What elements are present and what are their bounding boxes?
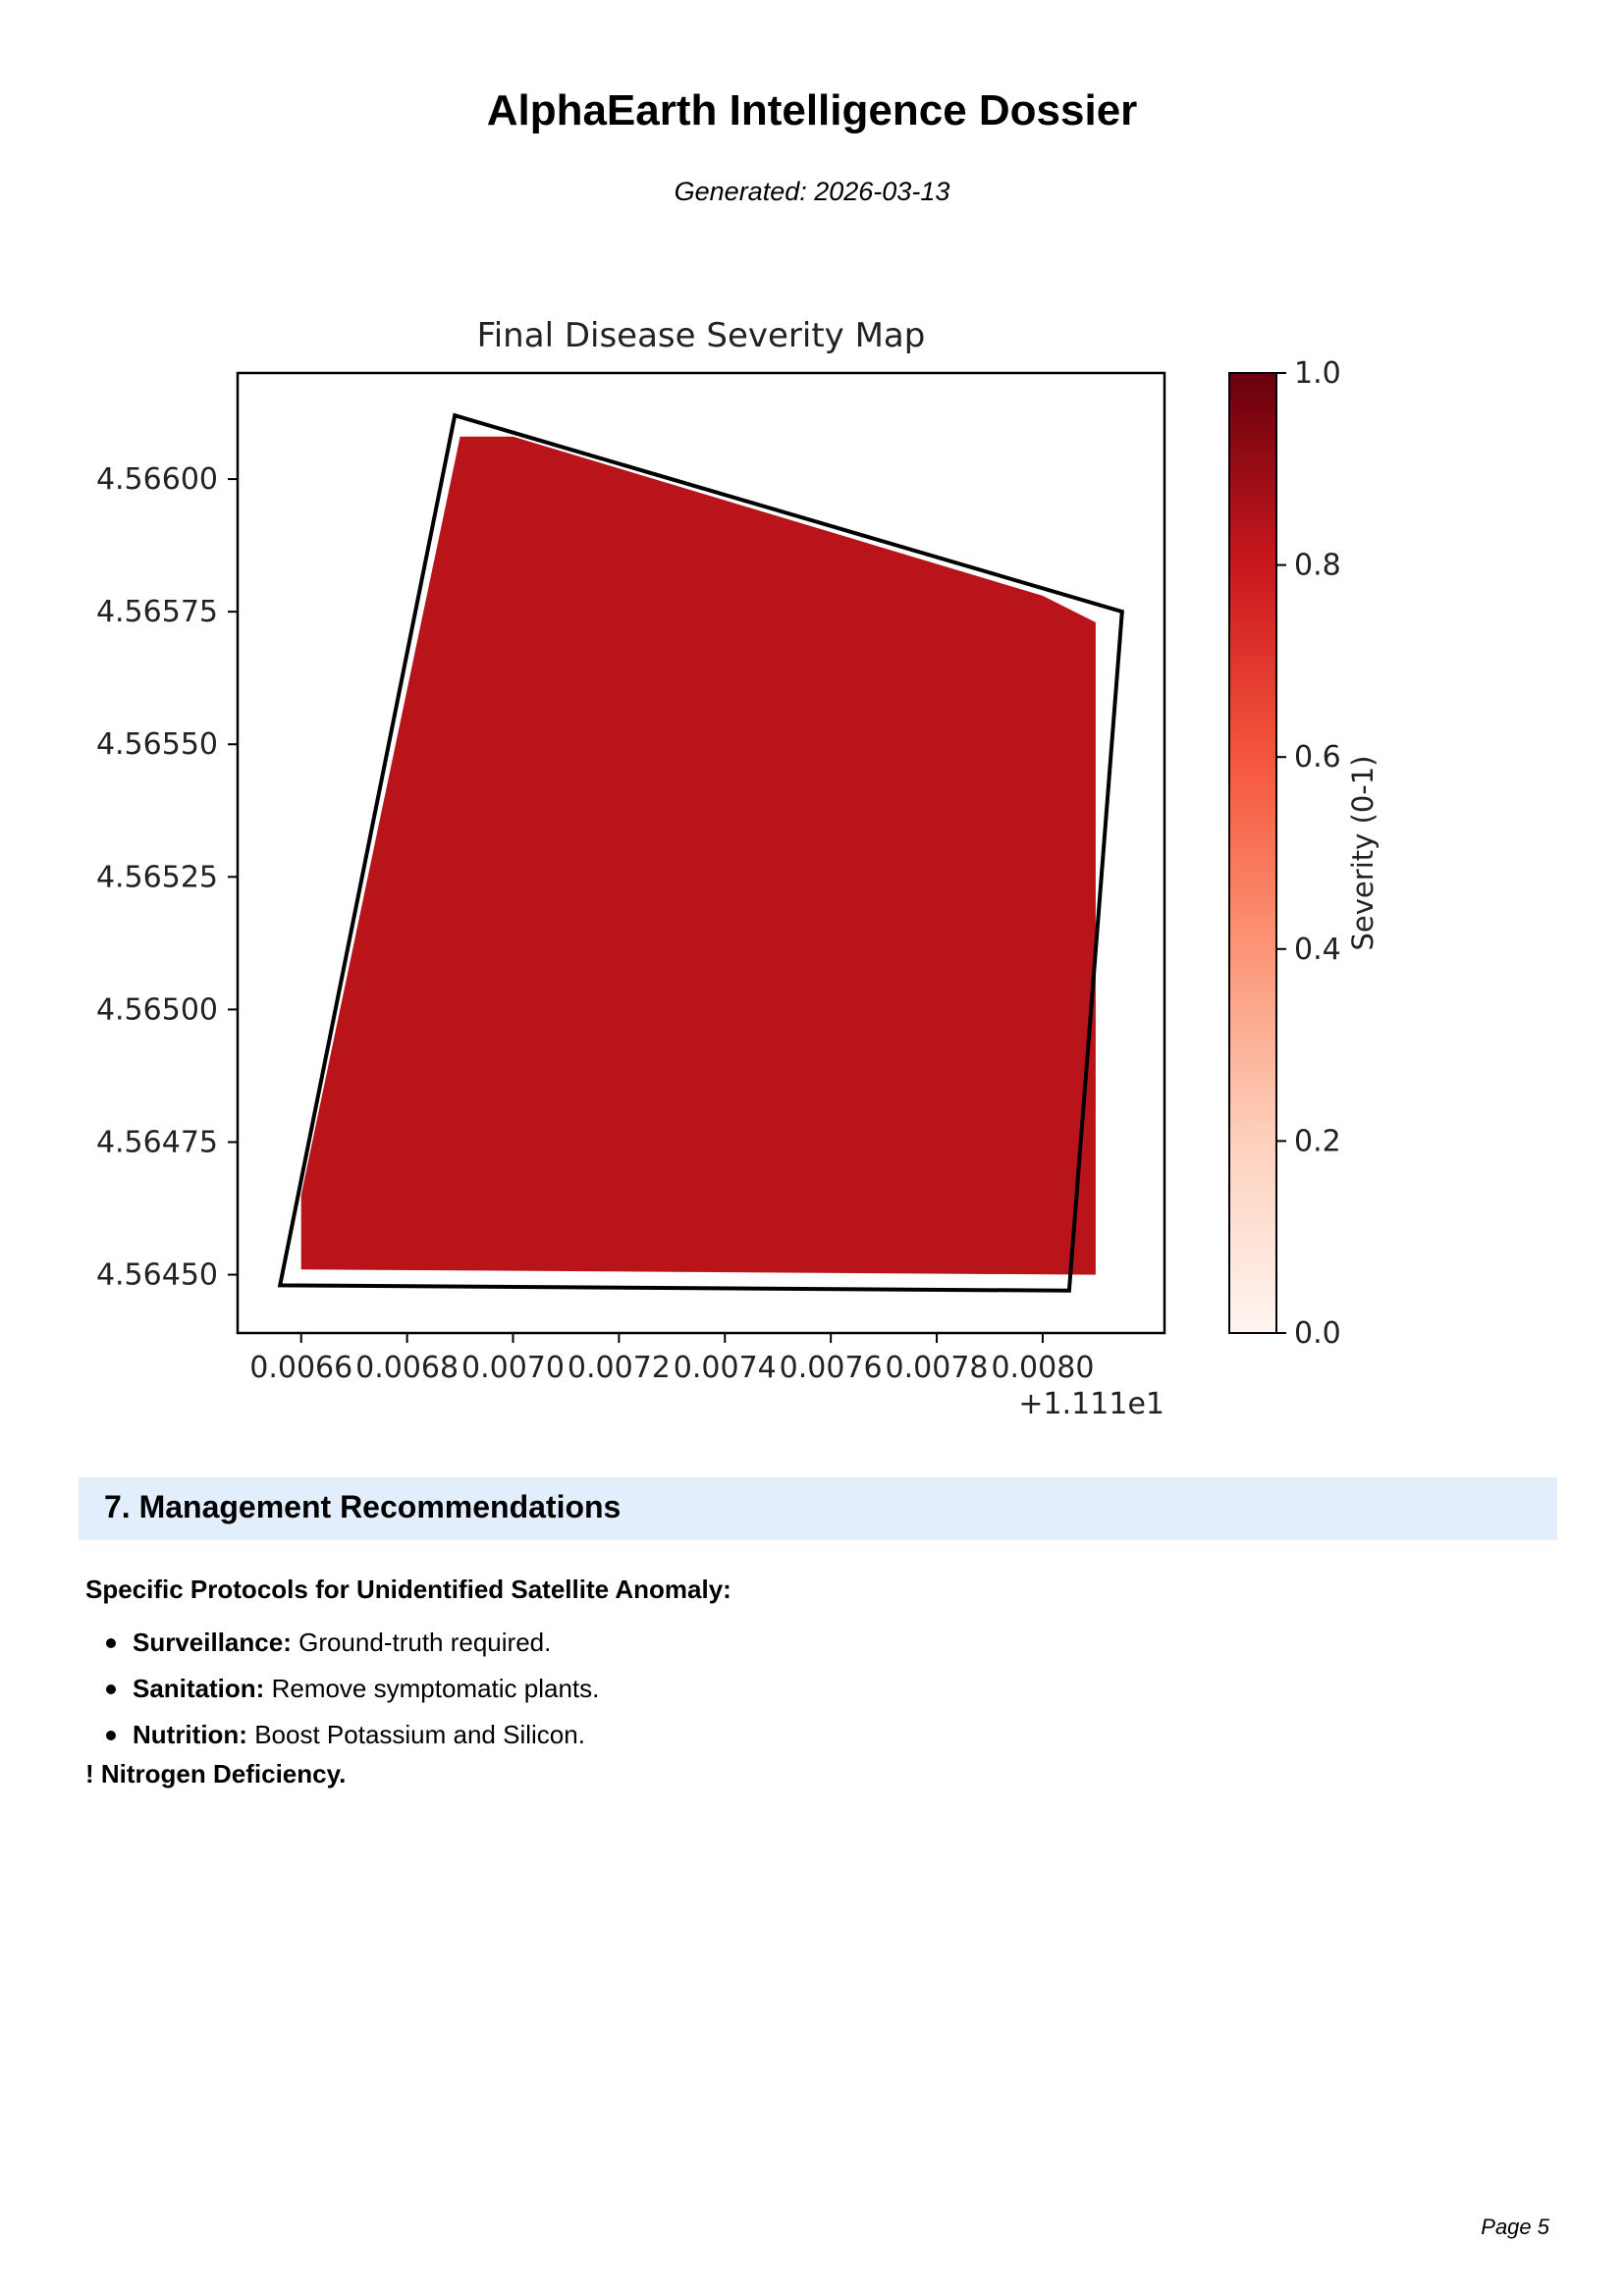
colorbar-tick-label: 0.8 [1294, 548, 1341, 583]
colorbar-tick-label: 0.4 [1294, 932, 1341, 967]
bullet-icon [106, 1638, 116, 1648]
colorbar-tick-label: 0.0 [1294, 1316, 1341, 1351]
y-tick-label: 4.56575 [95, 595, 218, 630]
x-tick-label: 0.0070 [461, 1351, 565, 1385]
item-text: Boost Potassium and Silicon. [254, 1720, 585, 1749]
page-number: Page 5 [1481, 2215, 1549, 2239]
item-label: Sanitation: [133, 1674, 265, 1703]
colorbar-tick-label: 0.2 [1294, 1124, 1341, 1159]
section-heading-bar [79, 1477, 1557, 1540]
y-tick-label: 4.56475 [95, 1125, 218, 1160]
y-tick-label: 4.56600 [95, 462, 218, 498]
list-item [98, 1712, 599, 1758]
protocols-title: Specific Protocols for Unidentified Satellite Anomaly: [85, 1575, 731, 1604]
x-tick-label: 0.0074 [673, 1351, 777, 1385]
chart-title: Final Disease Severity Map [476, 316, 926, 355]
colorbar [1229, 373, 1276, 1333]
section-heading: 7. Management Recommendations [104, 1489, 622, 1524]
x-tick-label: 0.0078 [885, 1351, 989, 1385]
severity-map-chart [59, 304, 1394, 1433]
nitrogen-alert: ! Nitrogen Deficiency. [85, 1759, 347, 1789]
y-tick-label: 4.56500 [95, 992, 218, 1028]
item-text: Remove symptomatic plants. [271, 1674, 600, 1703]
bullet-icon [106, 1684, 116, 1694]
item-label: Surveillance: [133, 1628, 292, 1657]
generated-date: Generated: 2026-03-13 [674, 177, 950, 206]
item-label: Nutrition: [133, 1720, 247, 1749]
list-item [98, 1666, 599, 1712]
y-tick-label: 4.56525 [95, 860, 218, 895]
bullet-icon [106, 1731, 116, 1740]
x-tick-label: 0.0068 [355, 1351, 460, 1385]
y-tick-label: 4.56450 [95, 1257, 218, 1293]
colorbar-tick-label: 1.0 [1294, 356, 1341, 391]
colorbar-tick-label: 0.6 [1294, 740, 1341, 775]
item-text: Ground-truth required. [298, 1628, 552, 1657]
list-item [98, 1620, 599, 1666]
x-tick-label: 0.0076 [779, 1351, 883, 1385]
x-tick-label: 0.0080 [991, 1351, 1095, 1385]
colorbar-label: Severity (0-1) [1346, 755, 1380, 951]
severity-map-figure [59, 304, 1394, 1433]
document-title: AlphaEarth Intelligence Dossier [486, 86, 1138, 134]
x-tick-label: 0.0072 [567, 1351, 671, 1385]
y-tick-label: 4.56550 [95, 727, 218, 763]
x-tick-label: 0.0066 [249, 1351, 353, 1385]
recommendations-list [98, 1620, 599, 1758]
x-offset-label: +1.111e1 [1018, 1387, 1164, 1421]
